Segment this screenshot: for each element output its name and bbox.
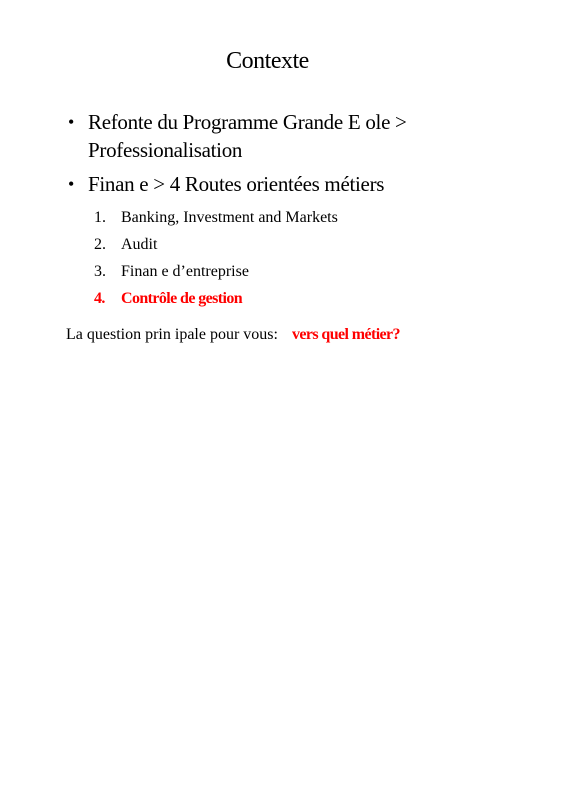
route-number: 1.	[94, 209, 106, 226]
bullet-item-refonte	[66, 108, 526, 164]
bullet-icon: •	[68, 174, 75, 194]
routes-list	[94, 204, 494, 312]
route-number: 4.	[94, 290, 105, 307]
route-item-audit	[94, 231, 494, 258]
bullet-text: Refonte du Programme Grande E ole > Professionalisation	[88, 110, 407, 162]
bullet-list	[66, 108, 526, 198]
bullet-icon: •	[68, 112, 75, 132]
route-number: 2.	[94, 236, 106, 253]
route-item-finance-entreprise	[94, 258, 494, 285]
question-answer: vers quel métier?	[291, 326, 400, 343]
route-label: Finan e d’entreprise	[121, 263, 249, 280]
route-label: Contrôle de gestion	[121, 290, 243, 307]
route-item-controle-gestion	[94, 285, 494, 312]
route-label: Audit	[121, 236, 158, 253]
route-number: 3.	[94, 263, 106, 280]
bullet-item-finance	[66, 170, 526, 198]
route-label: Banking, Investment and Markets	[121, 209, 338, 226]
question-line	[66, 326, 400, 344]
route-item-banking	[94, 204, 494, 231]
question-label: La question prin ipale pour vous:	[66, 326, 278, 343]
bullet-text: Finan e > 4 Routes orientées métiers	[88, 172, 385, 196]
slide-title: Contexte	[226, 48, 309, 74]
